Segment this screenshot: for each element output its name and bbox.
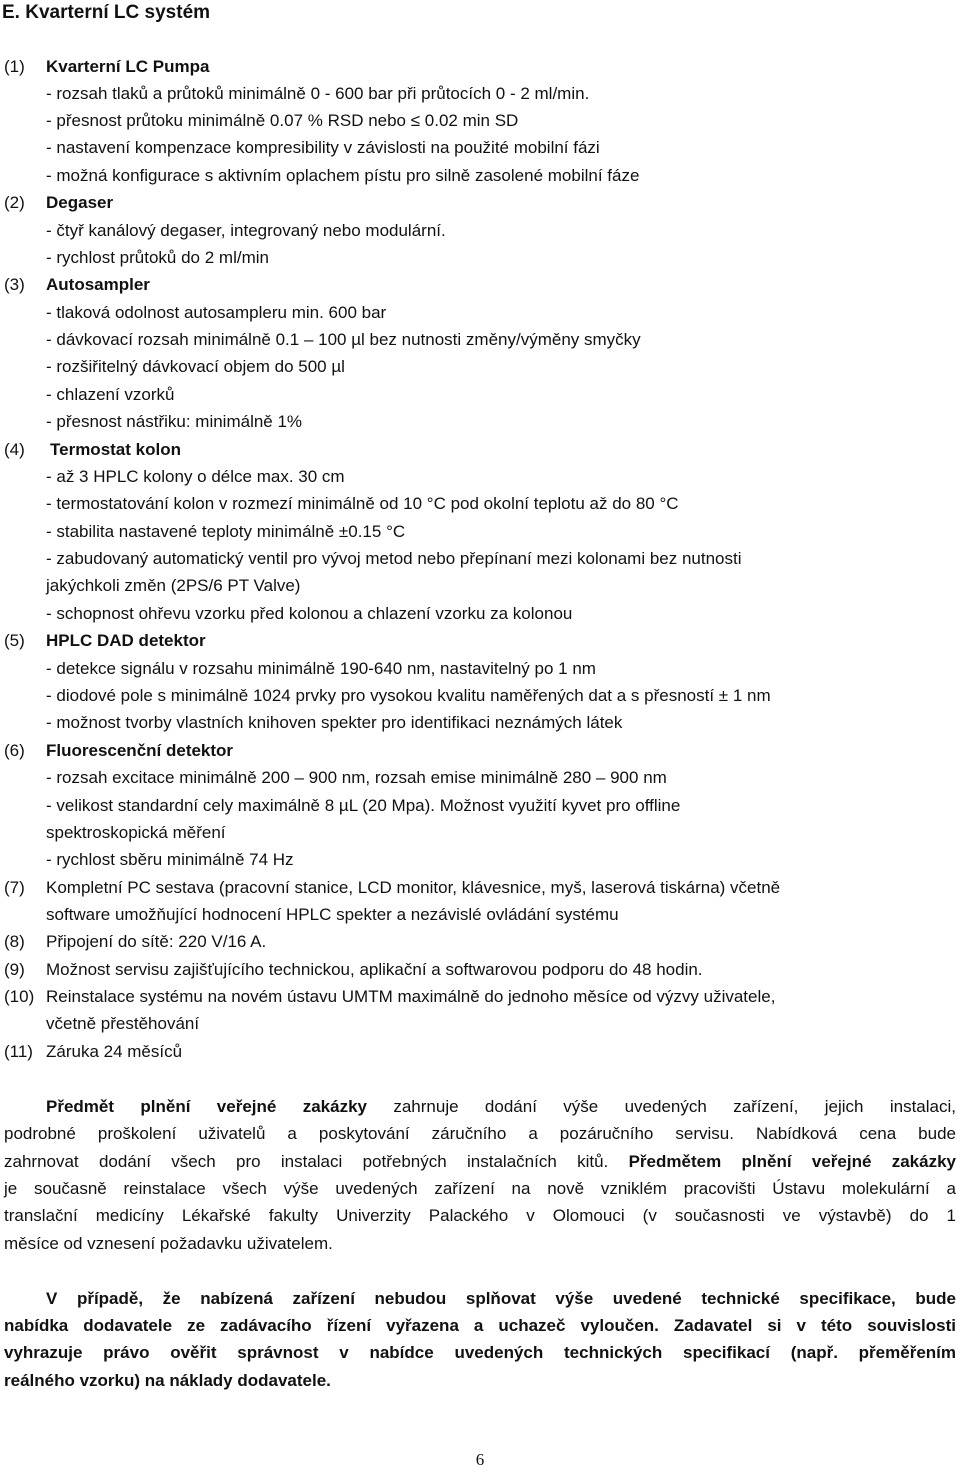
item-number: (11) [4,1042,33,1061]
paragraph-line: měsíce od vznesení požadavku uživatelem. [4,1234,333,1253]
item-number: (3) [4,275,25,294]
item-line: - rozšiřitelný dávkovací objem do 500 µl [46,357,345,376]
item-line: - čtyř kanálový degaser, integrovaný nebo modulární. [46,221,446,240]
page-number: 6 [475,1450,485,1469]
item-line: Záruka 24 měsíců [46,1042,183,1061]
item-line: Připojení do sítě: 220 V/16 A. [46,932,267,951]
item-line: - schopnost ohřevu vzorku před kolonou a chlazení vzorku za kolonou [46,604,573,623]
item-line: - rychlost průtoků do 2 ml/min [46,248,269,267]
item-number: (2) [4,193,25,212]
item-line: - zabudovaný automatický ventil pro vývoj metod nebo přepínaní mezi kolonami bez nutnosti [46,549,742,568]
item-line: - rozsah excitace minimálně 200 – 900 nm, rozsah emise minimálně 280 – 900 nm [46,768,667,787]
text-span: zahrnuje dodání výše uvedených zařízení, jejich instalaci, [366,1097,956,1116]
text-span: zahrnovat dodání všech pro instalaci potřebných instalačních kitů. [4,1152,629,1171]
bold-lead: Předmět plnění veřejné zakázky [46,1097,367,1116]
item-line: - velikost standardní cely maximálně 8 µL (20 Mpa). Možnost využití kyvet pro offline [46,796,681,815]
item-line: - možnost tvorby vlastních knihoven spekter pro identifikaci neznámých látek [46,713,623,732]
item-line: - detekce signálu v rozsahu minimálně 190-640 nm, nastavitelný po 1 nm [46,659,596,678]
item-line: Kompletní PC sestava (pracovní stanice, LCD monitor, klávesnice, myš, laserová tiskárna) včetně [46,878,781,897]
item-line: software umožňující hodnocení HPLC spekter a nezávislé ovládání systému [46,905,619,924]
item-line: - termostatování kolon v rozmezí minimálně od 10 °C pod okolní teplotu až do 80 °C [46,494,679,513]
item-number: (10) [4,987,35,1006]
item-number: (8) [4,932,25,951]
paragraph-line: je současně reinstalace všech výše uvedených zařízení na nově vzniklém pracovišti Ústavu molekulární a [4,1179,956,1198]
item-line: včetně přestěhování [46,1014,200,1033]
item-title: Autosampler [46,275,150,294]
item-line: spektroskopická měření [46,823,226,842]
paragraph-line: podrobné proškolení uživatelů a poskytování záručního a pozáručního servisu. Nabídková cena bude [4,1124,956,1143]
paragraph-line: translační medicíny Lékařské fakulty Univerzity Palackého v Olomouci (v současnosti ve výstavbě) do 1 [4,1206,956,1225]
item-line: - chlazení vzorků [46,385,175,404]
paragraph-line: V případě, že nabízená zařízení nebudou splňovat výše uvedené technické specifikace, bude [46,1289,956,1308]
item-number: (5) [4,631,25,650]
paragraph-line: vyhrazuje právo ověřit správnost v nabídce uvedených technických specifikací (např. přeměřením [4,1343,956,1362]
item-line: - rozsah tlaků a průtoků minimálně 0 - 600 bar při průtocích 0 - 2 ml/min. [46,84,590,103]
item-line: - nastavení kompenzace kompresibility v závislosti na použité mobilní fázi [46,138,600,157]
item-number: (4) [4,440,25,459]
item-number: (6) [4,741,25,760]
bold-phrase: Předmětem plnění veřejné zakázky [628,1152,956,1171]
paragraph-line [4,1151,956,1173]
item-number: (7) [4,878,25,897]
item-title: Degaser [46,193,114,212]
item-line: - až 3 HPLC kolony o délce max. 30 cm [46,467,345,486]
item-title: Fluorescenční detektor [46,741,234,760]
item-line: - stabilita nastavené teploty minimálně ±0.15 °C [46,522,406,541]
item-line: Možnost servisu zajišťujícího technickou, aplikační a softwarovou podporu do 48 hodin. [46,960,703,979]
item-title: Termostat kolon [50,440,181,459]
item-line: - možná konfigurace s aktivním oplachem pístu pro silně zasolené mobilní fáze [46,166,640,185]
section-heading: E. Kvarterní LC systém [2,2,211,23]
paragraph-line: nabídka dodavatele ze zadávacího řízení vyřazena a uchazeč vyloučen. Zadavatel si v této souvislosti [4,1316,956,1335]
paragraph-line: reálného vzorku) na náklady dodavatele. [4,1371,331,1390]
item-line: - tlaková odolnost autosampleru min. 600 bar [46,303,387,322]
item-line: - přesnost průtoku minimálně 0.07 % RSD nebo ≤ 0.02 min SD [46,111,519,130]
item-number: (9) [4,960,25,979]
item-line: - diodové pole s minimálně 1024 prvky pro vysokou kvalitu naměřených dat a s přesností ± 1 nm [46,686,771,705]
item-line: jakýchkoli změn (2PS/6 PT Valve) [46,576,301,595]
item-line: - dávkovací rozsah minimálně 0.1 – 100 µl bez nutnosti změny/výměny smyčky [46,330,641,349]
item-number: (1) [4,57,25,76]
item-line: - rychlost sběru minimálně 74 Hz [46,850,294,869]
paragraph-line [4,1096,956,1118]
item-title: Kvarterní LC Pumpa [46,57,210,76]
item-title: HPLC DAD detektor [46,631,206,650]
item-line: Reinstalace systému na novém ústavu UMTM maximálně do jednoho měsíce od výzvy uživatele, [46,987,776,1006]
item-line: - přesnost nástřiku: minimálně 1% [46,412,303,431]
